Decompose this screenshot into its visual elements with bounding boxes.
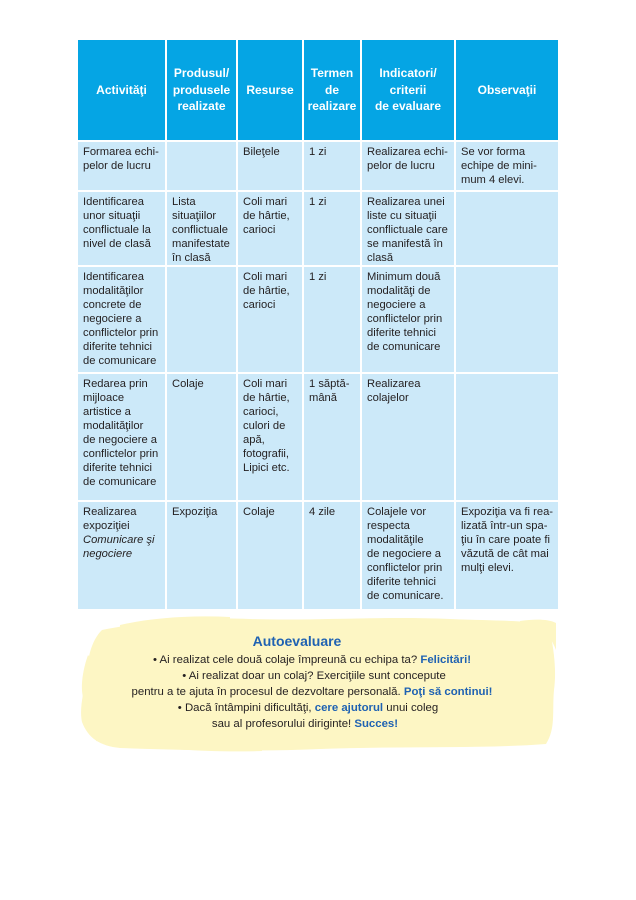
- self-assessment-item: [12, 652, 612, 668]
- cell-observatii: Se vor forma echipe de mini- mum 4 elevi.: [456, 142, 558, 190]
- cell-activitate: Identificarea modalităţilor concrete de negociere a conflictelor prin diferite tehnici de comunicare: [78, 267, 165, 372]
- exhibition-title: Comunicare şi negociere: [83, 534, 155, 560]
- header-label: Observaţii: [477, 82, 537, 97]
- self-assessment-title: Autoevaluare: [252, 633, 342, 649]
- header-label: Produsul/ produsele realizate: [172, 66, 231, 114]
- self-assessment-item: [8, 700, 608, 716]
- header-label: Resurse: [246, 82, 294, 97]
- bullet: •: [177, 702, 182, 714]
- cell-indicatori: Colajele vor respecta modalităţile de negociere a conflictelor prin diferite tehnici de comunicare.: [362, 502, 454, 609]
- cell-activitate: Redarea prin mijloace artistice a modalităţilor de negociere a conflictelor prin diferite tehnici de comunicare: [78, 374, 165, 500]
- item-highlight: Poţi să continui!: [403, 686, 493, 698]
- cell-resurse: Coli mari de hârtie, carioci: [238, 267, 302, 372]
- cell-indicatori: Realizarea echi- pelor de lucru: [362, 142, 454, 190]
- cell-resurse: Bileţele: [238, 142, 302, 190]
- cell-produs: Lista situaţiilor conflictuale manifestate în clasă: [167, 192, 236, 265]
- cell-produs: Expoziţia: [167, 502, 236, 609]
- cell-indicatori: Minimum două modalităţi de negociere a conflictelor prin diferite tehnici de comunicare: [362, 267, 454, 372]
- self-assessment-item: [14, 668, 614, 684]
- cell-activitate: Formarea echi- pelor de lucru: [78, 142, 165, 190]
- item-text: pentru a te ajuta în procesul de dezvoltare personală.: [131, 686, 401, 698]
- cell-termen: 1 zi: [304, 142, 360, 190]
- item-highlight: Felicitări!: [420, 654, 472, 666]
- cell-termen: 1 zi: [304, 267, 360, 372]
- self-assessment-item-continuation: [5, 716, 605, 732]
- cell-activitate: Identificarea unor situaţii conflictuale la nivel de clasă: [78, 192, 165, 265]
- cell-resurse: Coli mari de hârtie, carioci: [238, 192, 302, 265]
- item-text: Dacă întâmpini dificultăţi,: [184, 702, 312, 714]
- bullet: •: [182, 670, 187, 682]
- item-text: Ai realizat cele două colaje împreună cu echipa ta?: [159, 654, 418, 666]
- header-label: Indicatori/ criterii de evaluare: [374, 66, 442, 114]
- item-highlight: Succes!: [354, 718, 399, 730]
- cell-termen: 1 săptă- mână: [304, 374, 360, 500]
- header-label: Activităţi: [96, 82, 147, 97]
- cell-termen: 1 zi: [304, 192, 360, 265]
- cell-resurse: Coli mari de hârtie, carioci, culori de apă, fotografii, Lipici etc.: [238, 374, 302, 500]
- item-highlight: cere ajutorul: [314, 702, 384, 714]
- item-text: unui coleg: [386, 702, 439, 714]
- cell-termen: 4 zile: [304, 502, 360, 609]
- self-assessment-item-continuation: [12, 684, 612, 700]
- cell-resurse: Colaje: [238, 502, 302, 609]
- activity-text: Realizarea expoziţiei: [83, 506, 137, 532]
- bullet: •: [152, 654, 157, 666]
- cell-produs: Colaje: [167, 374, 236, 500]
- cell-indicatori: Realizarea unei liste cu situaţii conflictuale care se manifestă în clasă: [362, 192, 454, 265]
- cell-observatii: Expoziţia va fi rea- lizată într-un spa- ţiu în care poate fi văzută de cât mai mulţi elevi.: [456, 502, 558, 609]
- item-text: Ai realizat doar un colaj? Exerciţiile sunt concepute: [188, 670, 446, 682]
- header-label: Termen de realizare: [307, 66, 357, 114]
- item-text: sau al profesorului diriginte!: [211, 718, 352, 730]
- cell-indicatori: Realizarea colajelor: [362, 374, 454, 500]
